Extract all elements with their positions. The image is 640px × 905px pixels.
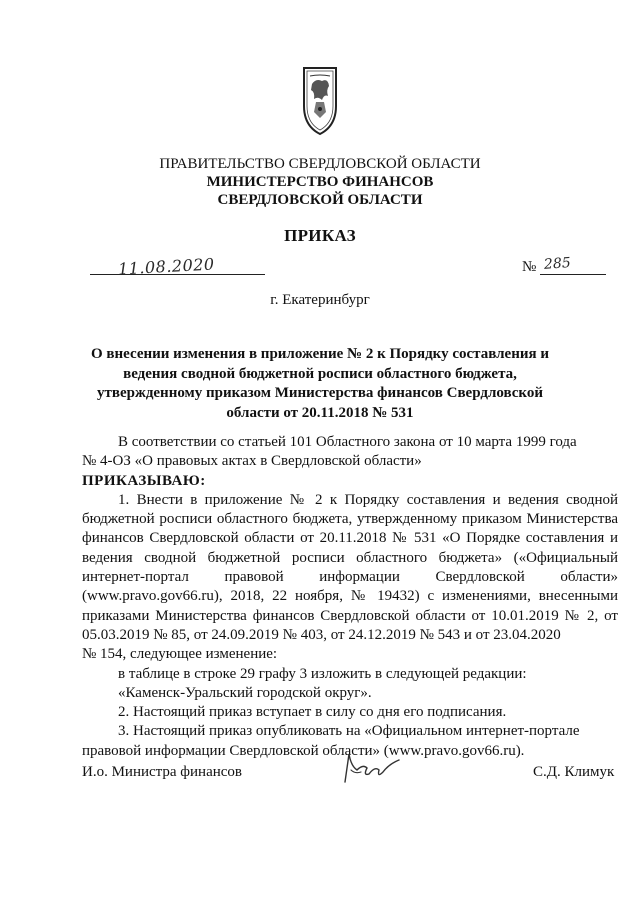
item-2: 2. Настоящий приказ вступает в силу со дня его подписания.: [118, 704, 507, 721]
ministry-region: СВЕРДЛОВСКОЙ ОБЛАСТИ: [217, 192, 423, 208]
item-1-subitem-2: «Каменск-Уральский городской округ».: [118, 684, 372, 701]
order-date: 11.08.2020: [117, 254, 216, 279]
signatory-position: И.о. Министра финансов: [82, 764, 243, 780]
item-1: 1. Внести в приложение № 2 к Порядку составления и ведения сводной бюджетной росписи областного бюджета, утвержденному приказом Министерства финансов Свердловской области от 20.11.2018 № 531 «О Порядке составления и ведения сводной бюджетной росписи областного бюджета» («Официальный интернет-портал правовой информации Свердловской области» (www.pravo.gov66.ru), 2018, 22 ноября, № 19432) с изменениями, внесенными приказами Министерства финансов Свердловской области от 10.01.2019 № 2, от 05.03.2019 № 85, от 24.09.2019 № 403, от 24.12.2019 № 543 и от 23.04.2020: [82, 491, 618, 643]
government-name: ПРАВИТЕЛЬСТВО СВЕРДЛОВСКОЙ ОБЛАСТИ: [159, 156, 481, 172]
coat-of-arms-icon: [298, 66, 342, 136]
order-number: 285: [543, 255, 572, 273]
item-1-end: № 154, следующее изменение:: [82, 646, 278, 663]
command-heading: ПРИКАЗЫВАЮ:: [82, 472, 206, 489]
order-subject: О внесении изменения в приложение № 2 к Порядку составления и ведения сводной бюджетной росписи областного бюджета, утвержденному приказом Министерства финансов Свердловской области от 20.11.2018 № 531: [90, 346, 549, 421]
signatory-name: С.Д. Климук: [533, 764, 615, 780]
city: г. Екатеринбург: [270, 292, 370, 308]
order-body: [82, 433, 618, 761]
preamble-line-1: В соответствии со статьей 101 Областного закона от 10 марта 1999 года: [118, 434, 577, 450]
item-3-line-1: 3. Настоящий приказ опубликовать на «Официальном интернет-портале: [118, 723, 580, 740]
handwritten-signature: [337, 748, 401, 788]
preamble-line-2: № 4-ОЗ «О правовых актах в Свердловской области»: [82, 453, 422, 470]
item-3-line-2: правовой информации Свердловской области» (www.pravo.gov66.ru).: [82, 742, 525, 759]
ministry-name: МИНИСТЕРСТВО ФИНАНСОВ: [206, 174, 434, 190]
order-number-label: №: [522, 259, 537, 275]
number-underline: [540, 274, 606, 275]
item-1-subitem-1: в таблице в строке 29 графу 3 изложить в следующей редакции:: [118, 665, 527, 682]
document-title: ПРИКАЗ: [284, 226, 356, 245]
